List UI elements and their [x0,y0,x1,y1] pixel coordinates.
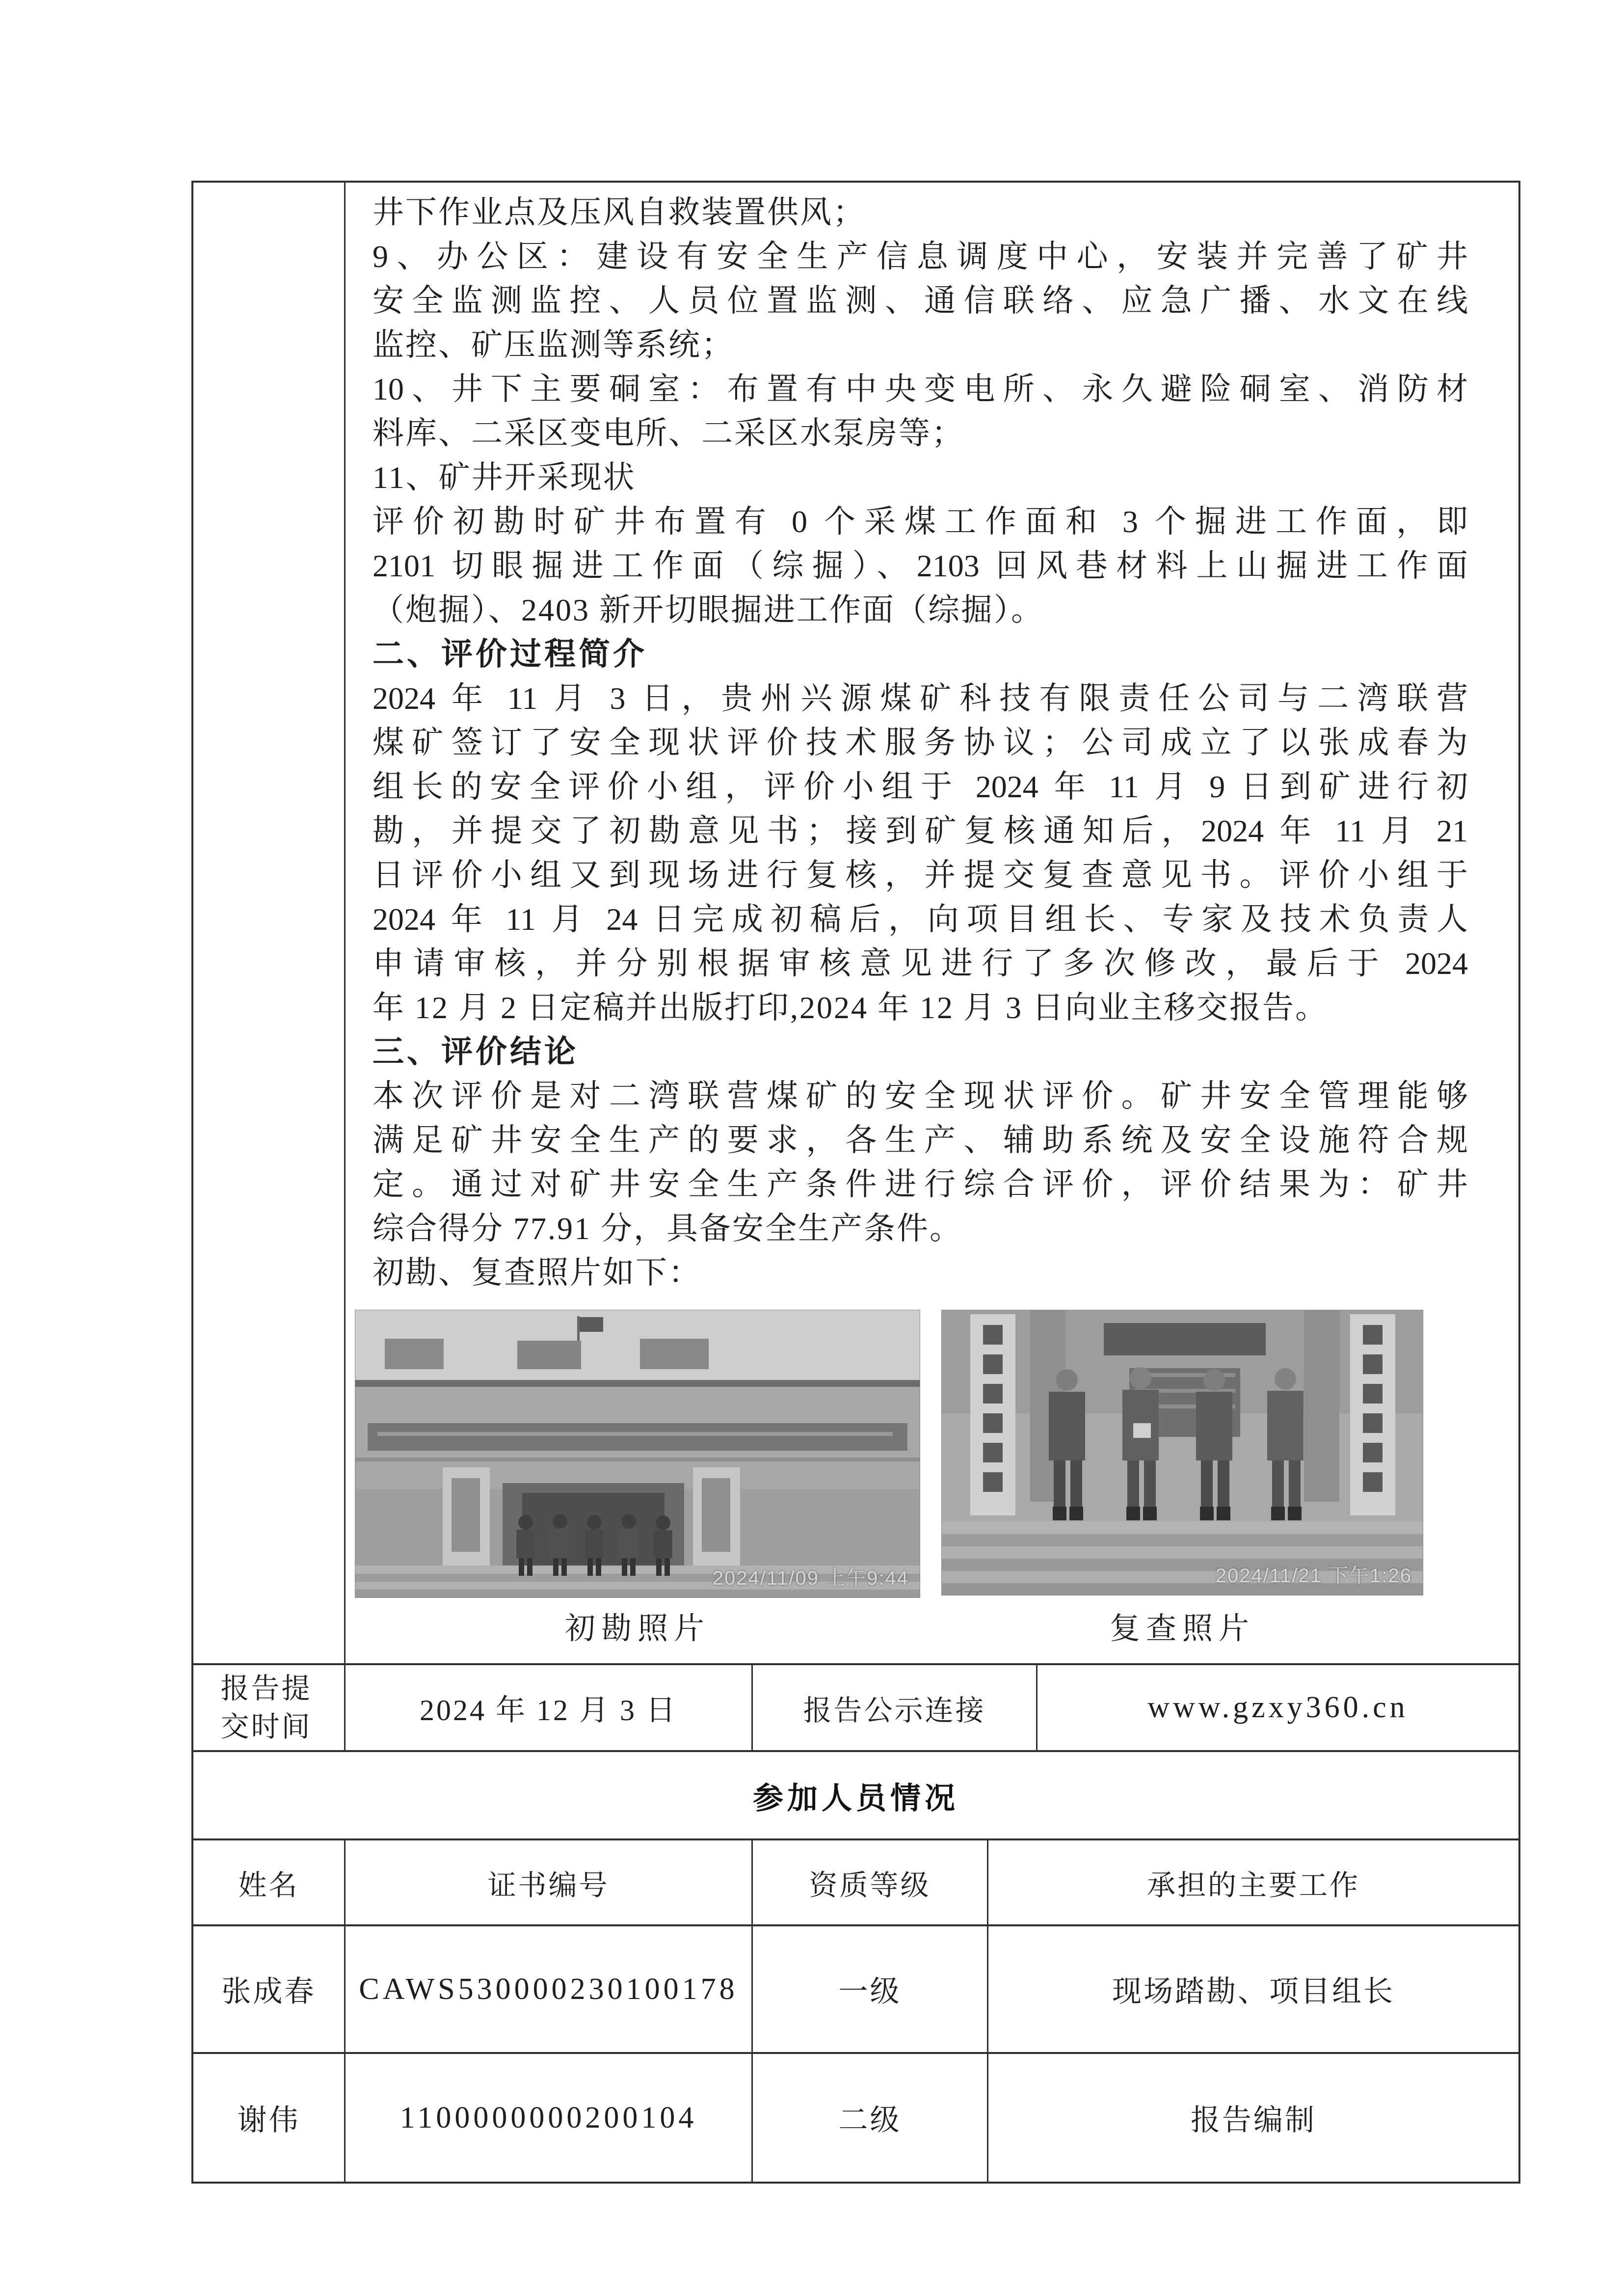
submission-label-cell [193,1665,346,1752]
initial-survey-photo [355,1310,920,1597]
participant-row-level-cell [753,2054,988,2182]
section-heading: 二、评价过程简介 [372,637,647,672]
submission-label: 报告提交时间 [220,1672,312,1743]
participant-work: 报告编制 [1191,2104,1316,2136]
header-name-cell [193,1840,346,1926]
text-line: 井下作业点及压风自救装置供风； [372,195,866,230]
header-level-cell [753,1840,988,1926]
main-text-block [372,190,1468,1295]
text-line: 本次评价是对二湾联营煤矿的安全现状评价。矿井安全管理能够 [372,1079,1468,1113]
participant-row-name-cell [193,2054,346,2182]
submission-date-cell [346,1665,753,1752]
participant-name: 张成春 [221,1975,316,2008]
participant-name: 谢伟 [237,2104,300,2136]
header-work-cell [988,1840,1518,1926]
participants-title: 参加人员情况 [752,1782,959,1815]
text-line: 11、矿井开采现状 [372,460,636,495]
photo-image [355,1310,920,1597]
photo-image [942,1310,1423,1595]
participant-row-cert-cell [346,1926,753,2054]
participant-row-work-cell [988,2054,1518,2182]
header-cert-cell [346,1840,753,1926]
photo-timestamp: 2024/11/09 上午9:44 [712,1567,909,1589]
publicity-link-label: 报告公示连接 [803,1694,986,1727]
initial-photo-caption: 初勘照片 [564,1612,710,1646]
text-line: 10、井下主要硐室：布置有中央变电所、永久避险硐室、消防材 [372,372,1468,406]
text-line: 2024 年 11 月 24 日完成初稿后，向项目组长、专家及技术负责人 [372,902,1468,937]
main-row-content-cell [346,183,1518,1665]
header-work: 承担的主要工作 [1146,1869,1360,1901]
text-line: 综合得分 77.91 分，具备安全生产条件。 [372,1211,962,1246]
text-line: 安全监测监控、人员位置监测、通信联络、应急广播、水文在线 [372,283,1468,318]
main-row-label-cell [193,183,346,1665]
text-line: 日评价小组又到现场进行复核，并提交复查意见书。评价小组于 [372,858,1468,892]
participant-work: 现场踏勘、项目组长 [1112,1975,1395,2008]
participant-cert: 1100000000200104 [399,2101,697,2134]
text-line: 申请审核，并分别根据审核意见进行了多次修改，最后于 2024 [372,946,1468,981]
text-line: 监控、矿压监测等系统； [372,327,734,362]
publicity-link-label-cell [753,1665,1038,1752]
submission-date: 2024 年 12 月 3 日 [420,1694,677,1727]
text-line: 组长的安全评价小组，评价小组于 2024 年 11 月 9 日到矿进行初 [372,769,1468,804]
text-line: 初勘、复查照片如下： [372,1255,701,1290]
participant-row-name-cell [193,1926,346,2054]
section-heading: 三、评价结论 [372,1034,579,1069]
participant-row-cert-cell [346,2054,753,2182]
text-line: 评价初勘时矿井布置有 0 个采煤工作面和 3 个掘进工作面，即 [372,504,1468,539]
text-line: 2024 年 11 月 3 日，贵州兴源煤矿科技有限责任公司与二湾联营 [372,681,1468,716]
text-line: 定。通过对矿井安全生产条件进行综合评价，评价结果为：矿井 [372,1167,1468,1202]
participant-row-work-cell [988,1926,1518,2054]
text-line: 9、办公区：建设有安全生产信息调度中心，安装并完善了矿井 [372,239,1468,274]
text-line: 满足矿井安全生产的要求，各生产、辅助系统及安全设施符合规 [372,1123,1468,1158]
header-level: 资质等级 [809,1869,931,1901]
text-line: 料库、二采区变电所、二采区水泵房等； [372,416,964,451]
review-photo-caption: 复查照片 [1109,1612,1255,1646]
text-line: （炮掘）、2403 新开切眼掘进工作面（综掘）。 [372,593,1044,627]
header-cert: 证书编号 [487,1869,610,1901]
text-line: 煤矿签订了安全现状评价技术服务协议；公司成立了以张成春为 [372,725,1468,760]
publicity-link-url: www.gzxy360.cn [1147,1691,1409,1724]
review-photo [942,1310,1423,1595]
participants-title-cell [193,1752,1518,1840]
participant-level: 二级 [838,2104,902,2136]
participant-level: 一级 [838,1975,902,2008]
publicity-link-cell [1038,1665,1518,1752]
participant-row-level-cell [753,1926,988,2054]
photo-timestamp: 2024/11/21 下午1:26 [1215,1565,1412,1587]
report-table [191,181,1520,2184]
participant-cert: CAWS530000230100178 [359,1972,738,2006]
text-line: 年 12 月 2 日定稿并出版打印,2024 年 12 月 3 日向业主移交报告。 [372,990,1328,1025]
header-name: 姓名 [238,1869,299,1901]
text-line: 2101 切眼掘进工作面（综掘）、2103 回风巷材料上山掘进工作面 [372,548,1468,583]
text-line: 勘，并提交了初勘意见书；接到矿复核通知后，2024 年 11 月 21 [372,813,1468,848]
